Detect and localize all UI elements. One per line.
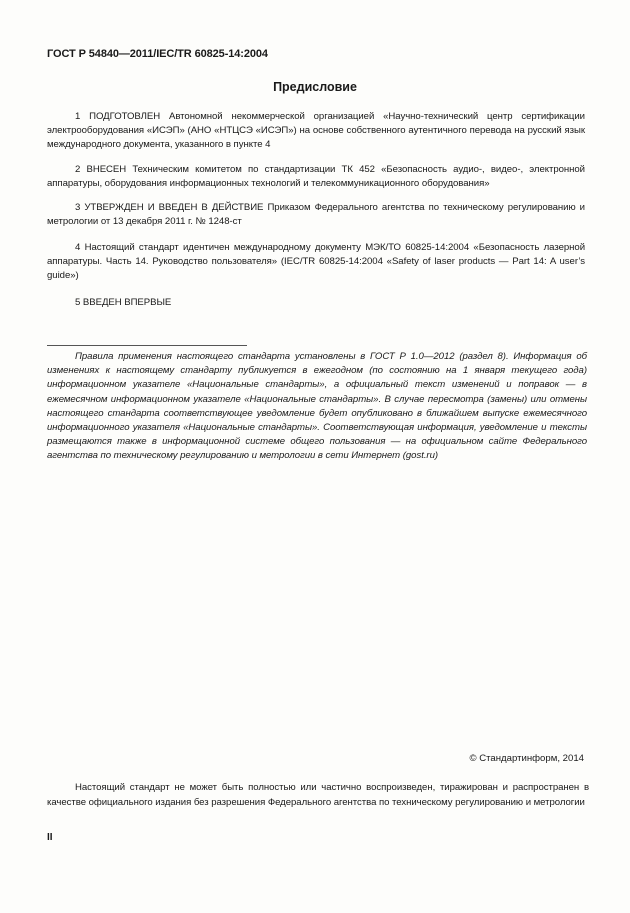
copyright-notice: © Стандартинформ, 2014 (469, 753, 584, 764)
foreword-item-3-text: 3 УТВЕРЖДЕН И ВВЕДЕН В ДЕЙСТВИЕ Приказом Федерального агентства по техническому регулированию и метрологии от 13 декабря 2011 г. № 1248-ст (47, 202, 585, 227)
separator-line (47, 345, 247, 346)
foreword-item-1-text: 1 ПОДГОТОВЛЕН Автономной некоммерческой организацией «Научно-технический центр сертификации электрооборудования «ИСЭП» (АНО «НТЦСЭ «ИСЭП») на основе собственного аутентичного перевода на русский язык международного документа, указанного в пункте 4 (47, 111, 585, 150)
application-rules-text: Правила применения настоящего стандарта установлены в ГОСТ Р 1.0—2012 (раздел 8). Информация об изменениях к настоящему стандарту публикуется в ежегодном (по состоянию на 1 января текущего года) информационном указателе «Национальные стандарты», а официальный текст изменений и поправок — в ежемесячном информационном указателе «Национальные стандарты». В случае пересмотра (замены) или отмены настоящего стандарта соответствующее уведомление будет опубликовано в ближайшем выпуске ежемесячного информационного указателя «Национальные стандарты». Соответствующая информация, уведомление и тексты размещаются также в информационной системе общего пользования — на официальном сайте Федерального агентства по техническому регулированию и метрологии в сети Интернет (gost.ru) (47, 351, 587, 462)
foreword-item-2-text: 2 ВНЕСЕН Техническим комитетом по стандартизации ТК 452 «Безопасность аудио-, видео-, электронной аппаратуры, оборудования информационных технологий и телекоммуникационного оборудования» (47, 164, 585, 189)
foreword-item-4 (47, 241, 585, 283)
page-title: Предисловие (273, 80, 357, 94)
reprint-notice (47, 781, 589, 810)
foreword-item-3 (47, 201, 585, 229)
page-number: II (47, 832, 53, 843)
foreword-item-4-text: 4 Настоящий стандарт идентичен международному документу МЭК/ТО 60825-14:2004 «Безопасность лазерной аппаратуры. Часть 14. Руководство пользователя» (IEC/TR 60825-14:2004 «Safety of laser products — Part 14: A user’s guide») (47, 242, 585, 281)
application-rules-note (47, 350, 587, 464)
document-designation: ГОСТ Р 54840—2011/IEC/TR 60825-14:2004 (47, 48, 268, 60)
foreword-item-2 (47, 163, 585, 191)
foreword-item-5 (47, 296, 585, 310)
reprint-notice-text: Настоящий стандарт не может быть полностью или частично воспроизведен, тиражирован и распространен в качестве официального издания без разрешения Федерального агентства по техническому регулированию и метрологии (47, 782, 589, 808)
foreword-item-5-text: 5 ВВЕДЕН ВПЕРВЫЕ (75, 297, 172, 308)
foreword-item-1 (47, 110, 585, 152)
